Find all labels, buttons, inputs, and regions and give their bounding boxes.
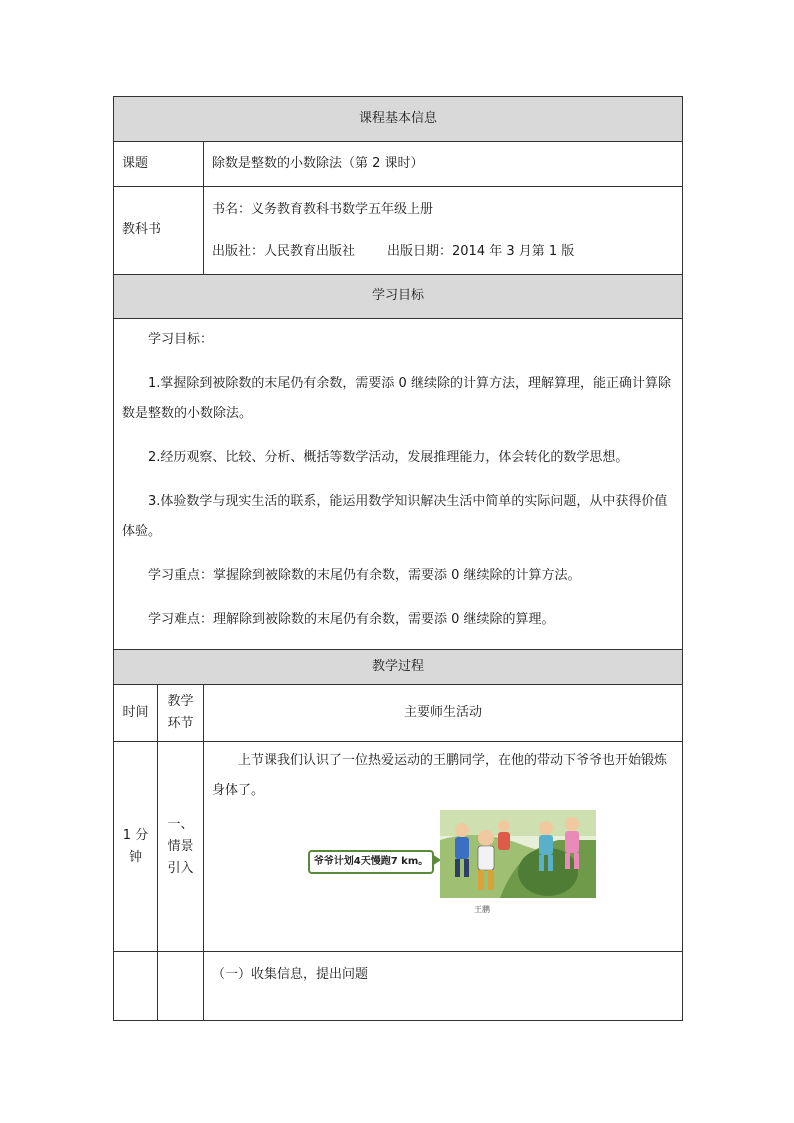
publisher-line bbox=[212, 241, 674, 263]
goal-item-2: 2.经历观察、比较、分析、概括等数学活动，发展推理能力，体会转化的数学思想。 bbox=[148, 450, 629, 465]
goals-content bbox=[114, 319, 683, 650]
col-stage-line2: 环节 bbox=[167, 716, 194, 731]
process-header: 教学过程 bbox=[114, 650, 683, 685]
col-main: 主要师生活动 bbox=[204, 685, 683, 742]
row1-text: 上节课我们认识了一位热爱运动的王鹏同学，在他的带动下爷爷也开始锻炼身体了。 bbox=[212, 753, 668, 798]
process-header-row bbox=[114, 650, 683, 685]
row2-stage bbox=[158, 952, 204, 1021]
col-time: 时间 bbox=[114, 685, 158, 742]
textbook-row bbox=[114, 187, 683, 275]
jogging-scene-picture bbox=[440, 810, 596, 898]
pub-date: 出版日期：2014 年 3 月第 1 版 bbox=[387, 243, 575, 259]
topic-label: 课题 bbox=[114, 142, 204, 187]
textbook-info bbox=[204, 187, 683, 275]
row1-time-line1: 1 分 bbox=[122, 827, 149, 843]
goals-header-row bbox=[114, 275, 683, 319]
row1-stage bbox=[158, 742, 204, 952]
col-stage bbox=[158, 685, 204, 742]
textbook-label: 教科书 bbox=[114, 187, 204, 275]
process-column-header-row bbox=[114, 685, 683, 742]
publisher: 出版社：人民教育出版社 bbox=[212, 243, 356, 259]
basic-info-header-row bbox=[114, 97, 683, 142]
book-name: 书名：义务教育教科书数学五年级上册 bbox=[212, 201, 434, 217]
row1-time-line2: 钟 bbox=[128, 849, 142, 865]
jogging-illustration bbox=[308, 810, 608, 922]
speech-bubble: 爷爷计划4天慢跑7 km。 bbox=[308, 850, 434, 874]
difficulty: 学习难点：理解除到被除数的末尾仍有余数，需要添 0 继续除的算理。 bbox=[148, 612, 555, 627]
topic-row bbox=[114, 142, 683, 187]
illustration-caption: 王鹏 bbox=[474, 905, 490, 914]
process-row-2 bbox=[114, 952, 683, 1021]
key-point: 学习重点：掌握除到被除数的末尾仍有余数，需要添 0 继续除的计算方法。 bbox=[148, 568, 581, 583]
row1-time bbox=[114, 742, 158, 952]
col-stage-line1: 教学 bbox=[167, 694, 194, 709]
topic-value: 除数是整数的小数除法（第 2 课时） bbox=[204, 142, 683, 187]
row1-stage-line3: 引入 bbox=[167, 860, 194, 876]
row1-activity bbox=[204, 742, 683, 952]
goals-intro: 学习目标： bbox=[148, 332, 214, 347]
lesson-plan-table bbox=[113, 96, 683, 1021]
row2-time bbox=[114, 952, 158, 1021]
process-row-intro bbox=[114, 742, 683, 952]
runner-3 bbox=[498, 820, 510, 850]
goal-item-3: 3.体验数学与现实生活的联系，能运用数学知识解决生活中简单的实际问题，从中获得价值体验。 bbox=[122, 494, 668, 539]
goals-content-row bbox=[114, 319, 683, 650]
row2-activity: （一）收集信息，提出问题 bbox=[204, 952, 683, 1021]
row1-stage-line2: 情景 bbox=[167, 838, 194, 854]
row1-stage-line1: 一、 bbox=[167, 816, 194, 832]
basic-info-header: 课程基本信息 bbox=[114, 97, 683, 142]
goal-item-1: 1.掌握除到被除数的末尾仍有余数，需要添 0 继续除的计算方法，理解算理，能正确计算除数是整数的小数除法。 bbox=[122, 376, 671, 421]
goals-header: 学习目标 bbox=[114, 275, 683, 319]
